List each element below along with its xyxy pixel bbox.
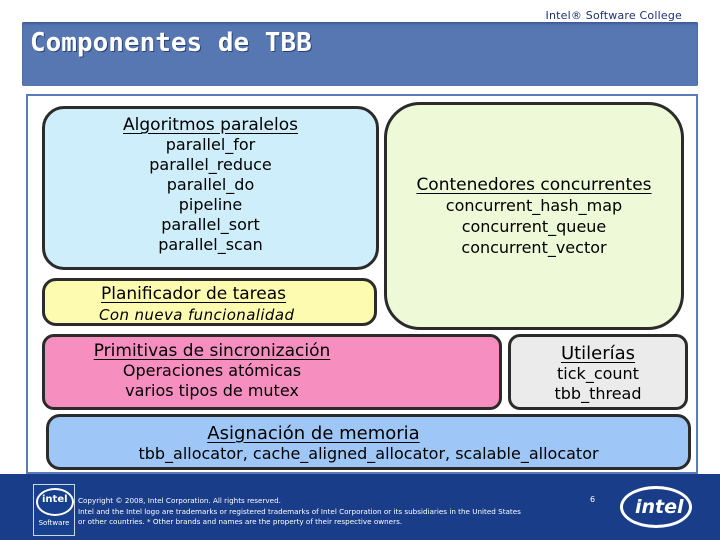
- copyright-line: Copyright © 2008, Intel Corporation. All rights reserved.: [78, 496, 281, 505]
- badge-top-text: intel: [42, 494, 68, 505]
- intel-badge-logo: [36, 488, 74, 516]
- memoria-box: [46, 414, 691, 470]
- planificador-title: Planificador de tareas: [101, 284, 287, 304]
- page-number: 6: [590, 495, 596, 504]
- college-label: Intel® Software College: [545, 9, 682, 22]
- planificador-box: [42, 278, 377, 326]
- algoritmos-box: [42, 106, 379, 270]
- intel-software-badge: [33, 484, 75, 536]
- badge-bottom-text: Software: [38, 519, 70, 527]
- primitivas-title: Primitivas de sincronización: [93, 341, 331, 361]
- contenedores-box: [384, 102, 684, 330]
- primitivas-box: [42, 334, 502, 410]
- utilerias-item: tbb_thread: [554, 384, 642, 403]
- algoritmos-item: parallel_do: [166, 175, 255, 194]
- algoritmos-item: parallel_scan: [158, 235, 263, 254]
- copyright-line: Intel and the Intel logo are trademarks or registered trademarks of Intel Corporation or its subsidiaries in the United States: [78, 506, 521, 516]
- contenedores-item: concurrent_queue: [461, 217, 607, 236]
- contenedores-item: concurrent_hash_map: [445, 196, 623, 215]
- intel-logo: [620, 486, 692, 528]
- utilerias-title: Utilerías: [560, 343, 636, 364]
- intel-logo-text: intel: [635, 496, 684, 518]
- primitivas-item: Operaciones atómicas: [122, 361, 302, 380]
- utilerias-item: tick_count: [557, 364, 639, 383]
- algoritmos-item: parallel_sort: [161, 215, 260, 234]
- planificador-subtitle: Con nueva funcionalidad: [99, 306, 295, 324]
- primitivas-item: varios tipos de mutex: [125, 381, 299, 400]
- utilerias-box: [508, 334, 688, 410]
- contenedores-title: Contenedores concurrentes: [416, 175, 652, 195]
- copyright-line: or other countries. * Other brands and names are the property of their respective owners.: [78, 517, 403, 526]
- slide-header: [0, 0, 720, 92]
- algoritmos-item: parallel_for: [165, 135, 256, 154]
- algoritmos-item: parallel_reduce: [149, 155, 272, 174]
- copyright-notice: [78, 496, 588, 528]
- memoria-items: tbb_allocator, cache_aligned_allocator, scalable_allocator: [138, 444, 599, 463]
- algoritmos-title: Algoritmos paralelos: [123, 115, 298, 135]
- memoria-title: Asignación de memoria: [207, 423, 420, 444]
- contenedores-item: concurrent_vector: [461, 238, 607, 257]
- slide-title: Componentes de TBB: [30, 28, 312, 58]
- slide-footer: [0, 474, 720, 540]
- algoritmos-item: pipeline: [178, 195, 243, 214]
